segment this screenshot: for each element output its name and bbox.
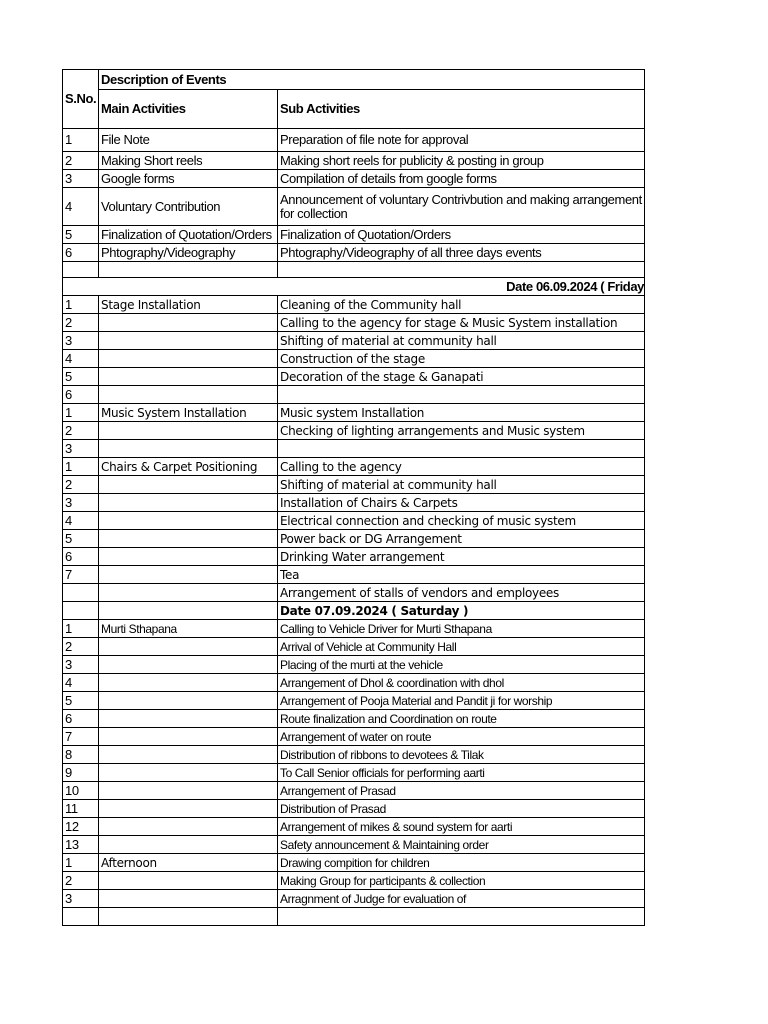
sno-cell: 9	[63, 764, 99, 782]
sub-activity-cell: Cleaning of the Community hall	[278, 296, 645, 314]
sub-activity-cell: Drinking Water arrangement	[278, 548, 645, 566]
sub-activity-cell: Installation of Chairs & Carpets	[278, 494, 645, 512]
sno-cell: 12	[63, 818, 99, 836]
sub-activity-cell: Preparation of file note for approval	[278, 129, 645, 152]
table-row	[63, 710, 645, 728]
main-activity-cell: File Note	[99, 129, 278, 152]
main-activity-cell: Finalization of Quotation/Orders	[99, 226, 278, 244]
sub-activity-cell: Compilation of details from google forms	[278, 170, 645, 188]
main-activity-cell	[99, 350, 278, 368]
main-activity-cell	[99, 836, 278, 854]
sno-cell: 2	[63, 422, 99, 440]
sno-cell: 5	[63, 368, 99, 386]
empty-cell	[63, 262, 99, 278]
main-activity-cell	[99, 746, 278, 764]
empty-cell	[278, 908, 645, 926]
table-row	[63, 836, 645, 854]
sub-activity-cell: Making Group for participants & collection	[278, 872, 645, 890]
sno-cell: 5	[63, 530, 99, 548]
main-activity-cell: Afternoon	[99, 854, 278, 872]
sno-cell: 8	[63, 746, 99, 764]
table-row	[63, 728, 645, 746]
main-activity-cell	[99, 548, 278, 566]
sno-cell: 3	[63, 656, 99, 674]
main-activity-cell: Google forms	[99, 170, 278, 188]
date-row	[63, 278, 645, 296]
main-activity-cell: Music System Installation	[99, 404, 278, 422]
table-row	[63, 656, 645, 674]
table-row	[63, 638, 645, 656]
main-activity-cell	[99, 566, 278, 584]
table-row	[63, 226, 645, 244]
sub-activity-cell: Safety announcement & Maintaining order	[278, 836, 645, 854]
sub-activity-cell: Calling to the agency	[278, 458, 645, 476]
main-activity-cell	[99, 818, 278, 836]
sub-activity-cell: Shifting of material at community hall	[278, 332, 645, 350]
table-row	[63, 854, 645, 872]
sub-activity-cell: To Call Senior officials for performing aarti	[278, 764, 645, 782]
main-activity-cell	[99, 494, 278, 512]
sno-cell: 2	[63, 314, 99, 332]
sno-cell: 2	[63, 476, 99, 494]
sno-cell: 4	[63, 512, 99, 530]
sub-activity-cell: Checking of lighting arrangements and Music system	[278, 422, 645, 440]
table-row	[63, 440, 645, 458]
table-row	[63, 782, 645, 800]
sno-cell: 1	[63, 854, 99, 872]
main-activity-cell	[99, 692, 278, 710]
sub-activity-cell: Arrangement of Pooja Material and Pandit ji for worship	[278, 692, 645, 710]
main-activity-cell	[99, 674, 278, 692]
sub-activity-cell: Announcement of voluntary Contrivbution and making arrangement for collection	[278, 188, 645, 226]
main-activity-cell	[99, 314, 278, 332]
table-row	[63, 674, 645, 692]
main-activity-cell: Murti Sthapana	[99, 620, 278, 638]
sub-activities-header: Sub Activities	[278, 90, 645, 129]
sno-cell: 1	[63, 620, 99, 638]
date-heading-saturday: Date 07.09.2024 ( Saturday )	[278, 602, 645, 620]
main-activity-cell	[99, 584, 278, 602]
table-row	[63, 566, 645, 584]
table-row	[63, 872, 645, 890]
sno-cell: 5	[63, 692, 99, 710]
empty-cell	[63, 908, 99, 926]
table-row	[63, 386, 645, 404]
main-activity-cell: Stage Installation	[99, 296, 278, 314]
main-activity-cell	[99, 728, 278, 746]
sub-activity-cell: Distribution of Prasad	[278, 800, 645, 818]
main-activity-cell	[99, 782, 278, 800]
header-row-2	[63, 90, 645, 129]
main-activity-cell	[99, 800, 278, 818]
sub-activity-cell: Drawing compition for children	[278, 854, 645, 872]
main-activity-cell	[99, 638, 278, 656]
date-heading-friday: Date 06.09.2024 ( Friday	[63, 278, 645, 296]
sno-cell: 6	[63, 548, 99, 566]
table-row	[63, 368, 645, 386]
sub-activity-cell: Shifting of material at community hall	[278, 476, 645, 494]
main-activity-cell	[99, 530, 278, 548]
empty-cell	[99, 262, 278, 278]
sno-cell: 10	[63, 782, 99, 800]
spacer-row	[63, 262, 645, 278]
table-row	[63, 530, 645, 548]
table-row	[63, 152, 645, 170]
main-activities-header: Main Activities	[99, 90, 278, 129]
event-table-body	[63, 70, 645, 926]
table-row	[63, 548, 645, 566]
sno-cell: 11	[63, 800, 99, 818]
sub-activity-cell: Arrangement of Dhol & coordination with dhol	[278, 674, 645, 692]
table-row	[63, 584, 645, 602]
table-row	[63, 764, 645, 782]
empty-cell	[99, 602, 278, 620]
sub-activity-cell: Making short reels for publicity & posting in group	[278, 152, 645, 170]
sub-activity-cell: Construction of the stage	[278, 350, 645, 368]
table-row	[63, 422, 645, 440]
main-activity-cell	[99, 872, 278, 890]
main-activity-cell	[99, 890, 278, 908]
main-activity-cell: Phtography/Videography	[99, 244, 278, 262]
table-row	[63, 494, 645, 512]
main-activity-cell	[99, 440, 278, 458]
sub-activity-cell: Finalization of Quotation/Orders	[278, 226, 645, 244]
sub-activity-cell: Phtography/Videography of all three days events	[278, 244, 645, 262]
table-row	[63, 314, 645, 332]
sub-activity-cell: Arrangement of stalls of vendors and employees	[278, 584, 645, 602]
sub-activity-cell: Music system Installation	[278, 404, 645, 422]
sno-cell: 3	[63, 890, 99, 908]
sno-cell: 1	[63, 129, 99, 152]
sno-cell: 1	[63, 458, 99, 476]
main-activity-cell	[99, 656, 278, 674]
sno-cell: 6	[63, 386, 99, 404]
sub-activity-cell: Arrival of Vehicle at Community Hall	[278, 638, 645, 656]
sno-cell: 7	[63, 728, 99, 746]
table-row	[63, 458, 645, 476]
sno-cell: 5	[63, 226, 99, 244]
table-row	[63, 512, 645, 530]
main-activity-cell: Chairs & Carpet Positioning	[99, 458, 278, 476]
sub-activity-cell: Distribution of ribbons to devotees & Tilak	[278, 746, 645, 764]
sub-activity-cell: Arrangement of water on route	[278, 728, 645, 746]
sub-activity-cell: Electrical connection and checking of music system	[278, 512, 645, 530]
table-row	[63, 244, 645, 262]
sno-cell: 3	[63, 440, 99, 458]
sno-cell: 3	[63, 494, 99, 512]
main-activity-cell	[99, 710, 278, 728]
table-row	[63, 800, 645, 818]
sno-cell: 4	[63, 188, 99, 226]
sub-activity-cell: Decoration of the stage & Ganapati	[278, 368, 645, 386]
sub-activity-cell: Arragnment of Judge for evaluation of	[278, 890, 645, 908]
sno-cell: 2	[63, 638, 99, 656]
description-header: Description of Events	[99, 70, 645, 90]
sub-activity-cell: Arrangement of Prasad	[278, 782, 645, 800]
sno-cell: 6	[63, 244, 99, 262]
sub-activity-cell: Arrangement of mikes & sound system for aarti	[278, 818, 645, 836]
sno-cell	[63, 584, 99, 602]
event-table	[62, 69, 645, 926]
main-activity-cell	[99, 764, 278, 782]
sno-cell: 13	[63, 836, 99, 854]
table-row	[63, 332, 645, 350]
date-row	[63, 602, 645, 620]
sno-cell: 4	[63, 350, 99, 368]
empty-cell	[63, 602, 99, 620]
event-schedule-sheet	[62, 69, 644, 926]
sub-activity-cell: Calling to Vehicle Driver for Murti Sthapana	[278, 620, 645, 638]
sno-cell: 2	[63, 872, 99, 890]
main-activity-cell	[99, 386, 278, 404]
sub-activity-cell: Calling to the agency for stage & Music System installation	[278, 314, 645, 332]
sub-activity-cell: Tea	[278, 566, 645, 584]
sno-cell: 3	[63, 332, 99, 350]
table-row	[63, 746, 645, 764]
sub-activity-cell: Power back or DG Arrangement	[278, 530, 645, 548]
sno-cell: 3	[63, 170, 99, 188]
empty-cell	[99, 908, 278, 926]
table-row	[63, 170, 645, 188]
spacer-row	[63, 908, 645, 926]
sno-cell: 4	[63, 674, 99, 692]
table-row	[63, 620, 645, 638]
table-row	[63, 188, 645, 226]
sub-activity-cell	[278, 440, 645, 458]
sub-activity-cell: Route finalization and Coordination on route	[278, 710, 645, 728]
sno-cell: 1	[63, 296, 99, 314]
table-row	[63, 476, 645, 494]
sno-cell: 1	[63, 404, 99, 422]
table-row	[63, 129, 645, 152]
sub-activity-cell	[278, 386, 645, 404]
main-activity-cell	[99, 422, 278, 440]
table-row	[63, 404, 645, 422]
main-activity-cell	[99, 512, 278, 530]
main-activity-cell: Making Short reels	[99, 152, 278, 170]
table-row	[63, 692, 645, 710]
sno-header: S.No.	[63, 70, 99, 129]
sno-cell: 6	[63, 710, 99, 728]
table-row	[63, 296, 645, 314]
table-row	[63, 350, 645, 368]
sno-cell: 7	[63, 566, 99, 584]
main-activity-cell	[99, 368, 278, 386]
sno-cell: 2	[63, 152, 99, 170]
sub-activity-cell: Placing of the murti at the vehicle	[278, 656, 645, 674]
main-activity-cell	[99, 332, 278, 350]
empty-cell	[278, 262, 645, 278]
main-activity-cell: Voluntary Contribution	[99, 188, 278, 226]
table-row	[63, 890, 645, 908]
table-row	[63, 818, 645, 836]
header-row-1	[63, 70, 645, 90]
main-activity-cell	[99, 476, 278, 494]
